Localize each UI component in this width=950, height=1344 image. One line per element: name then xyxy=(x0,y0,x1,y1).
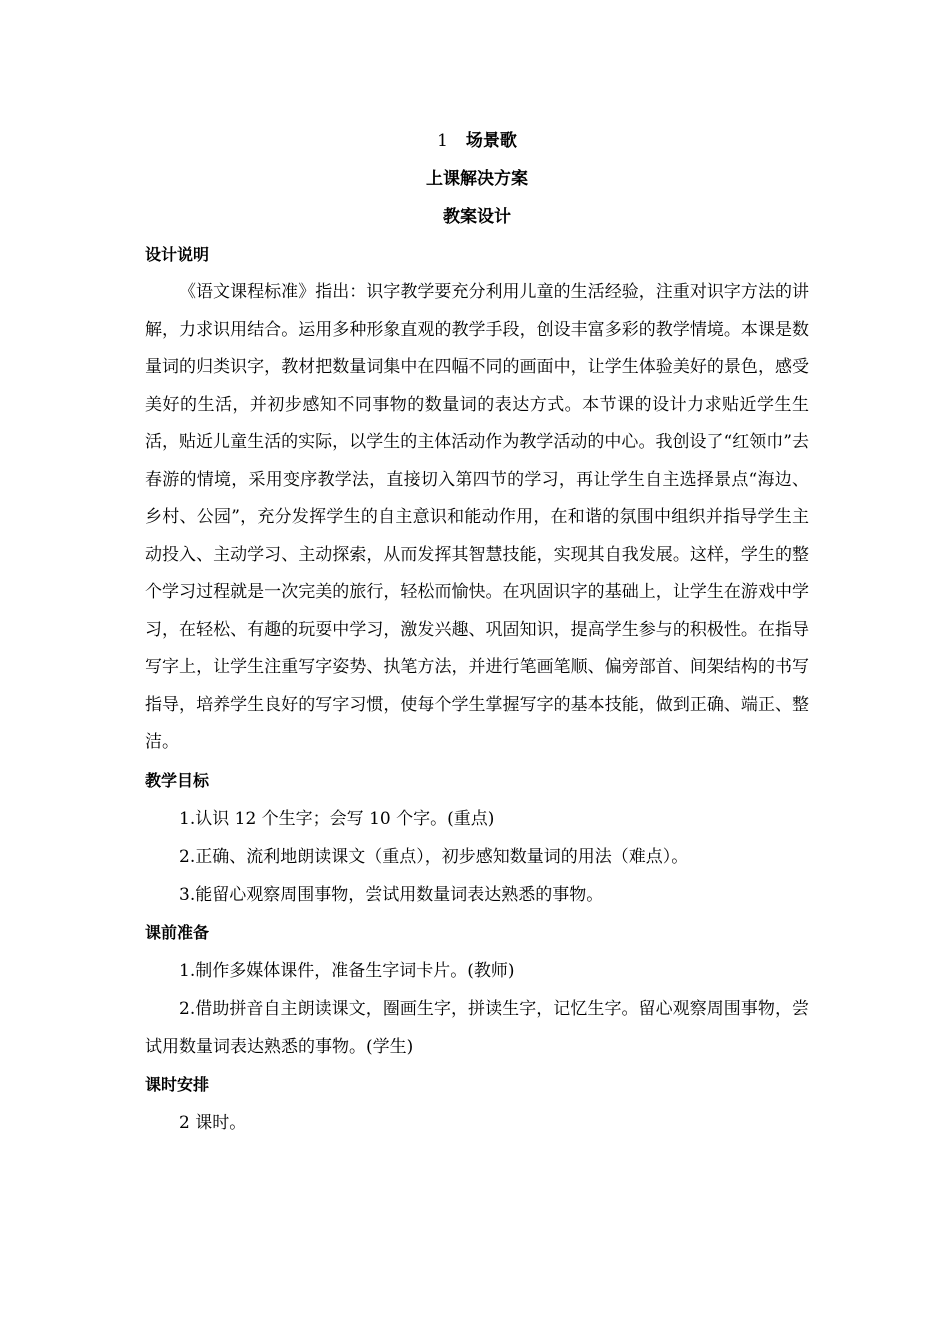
document-page xyxy=(145,122,809,1142)
subtitle-secondary: 教案设计 xyxy=(443,207,511,227)
objectives-heading: 教学目标 xyxy=(145,770,210,790)
design-notes-paragraph: 《语文课程标准》指出：识字教学要充分利用儿童的生活经验，注重对识字方法的讲解，力求识用结合。运用多种形象直观的教学手段，创设丰富多彩的教学情境。本课是数量词的归类识字，教材把数量词集中在四幅不同的画面中，让学生体验美好的景色，感受美好的生活，并初步感知不同事物的数量词的表达方式。本节课的设计力求贴近学生生活，贴近儿童生活的实际，以学生的主体活动作为教学活动的中心。我创设了“红领巾”去春游的情境，采用变序教学法，直接切入第四节的学习，再让学生自主选择景点“海边、乡村、公园”，充分发挥学生的自主意识和能动作用，在和谐的氛围中组织并指导学生主动投入、主动学习、主动探索，从而发挥其智慧技能，实现其自我发展。这样，学生的整个学习过程就是一次完美的旅行，轻松而愉快。在巩固识字的基础上，让学生在游戏中学习，在轻松、有趣的玩耍中学习，激发兴趣、巩固知识，提高学生参与的积极性。在指导写字上，让学生注重写字姿势、执笔方法，并进行笔画笔顺、偏旁部首、间架结构的书写指导，培养学生良好的写字习惯，使每个学生掌握写字的基本技能，做到正确、端正、整洁。 xyxy=(145,282,809,752)
design-notes-heading: 设计说明 xyxy=(145,245,210,264)
preparation-item: 2.借助拼音自主朗读课文，圈画生字，拼读生字，记忆生字。留心观察周围事物，尝试用数量词表达熟悉的事物。(学生) xyxy=(145,998,809,1057)
objective-item: 3.能留心观察周围事物，尝试用数量词表达熟悉的事物。 xyxy=(179,884,604,905)
schedule-heading: 课时安排 xyxy=(145,1074,210,1094)
objective-item: 1.认识 12 个生字；会写 10 个字。(重点) xyxy=(179,808,495,829)
schedule-text: 2 课时。 xyxy=(179,1112,247,1133)
preparation-heading: 课前准备 xyxy=(145,922,210,942)
lesson-title xyxy=(145,122,809,160)
lesson-number: 1 xyxy=(437,131,448,151)
subtitle: 上课解决方案 xyxy=(426,169,528,189)
objective-item: 2.正确、流利地朗读课文（重点），初步感知数量词的用法（难点）。 xyxy=(179,846,689,867)
preparation-item: 1.制作多媒体课件，准备生字词卡片。(教师) xyxy=(179,960,515,981)
lesson-title-text: 场景歌 xyxy=(465,131,517,151)
